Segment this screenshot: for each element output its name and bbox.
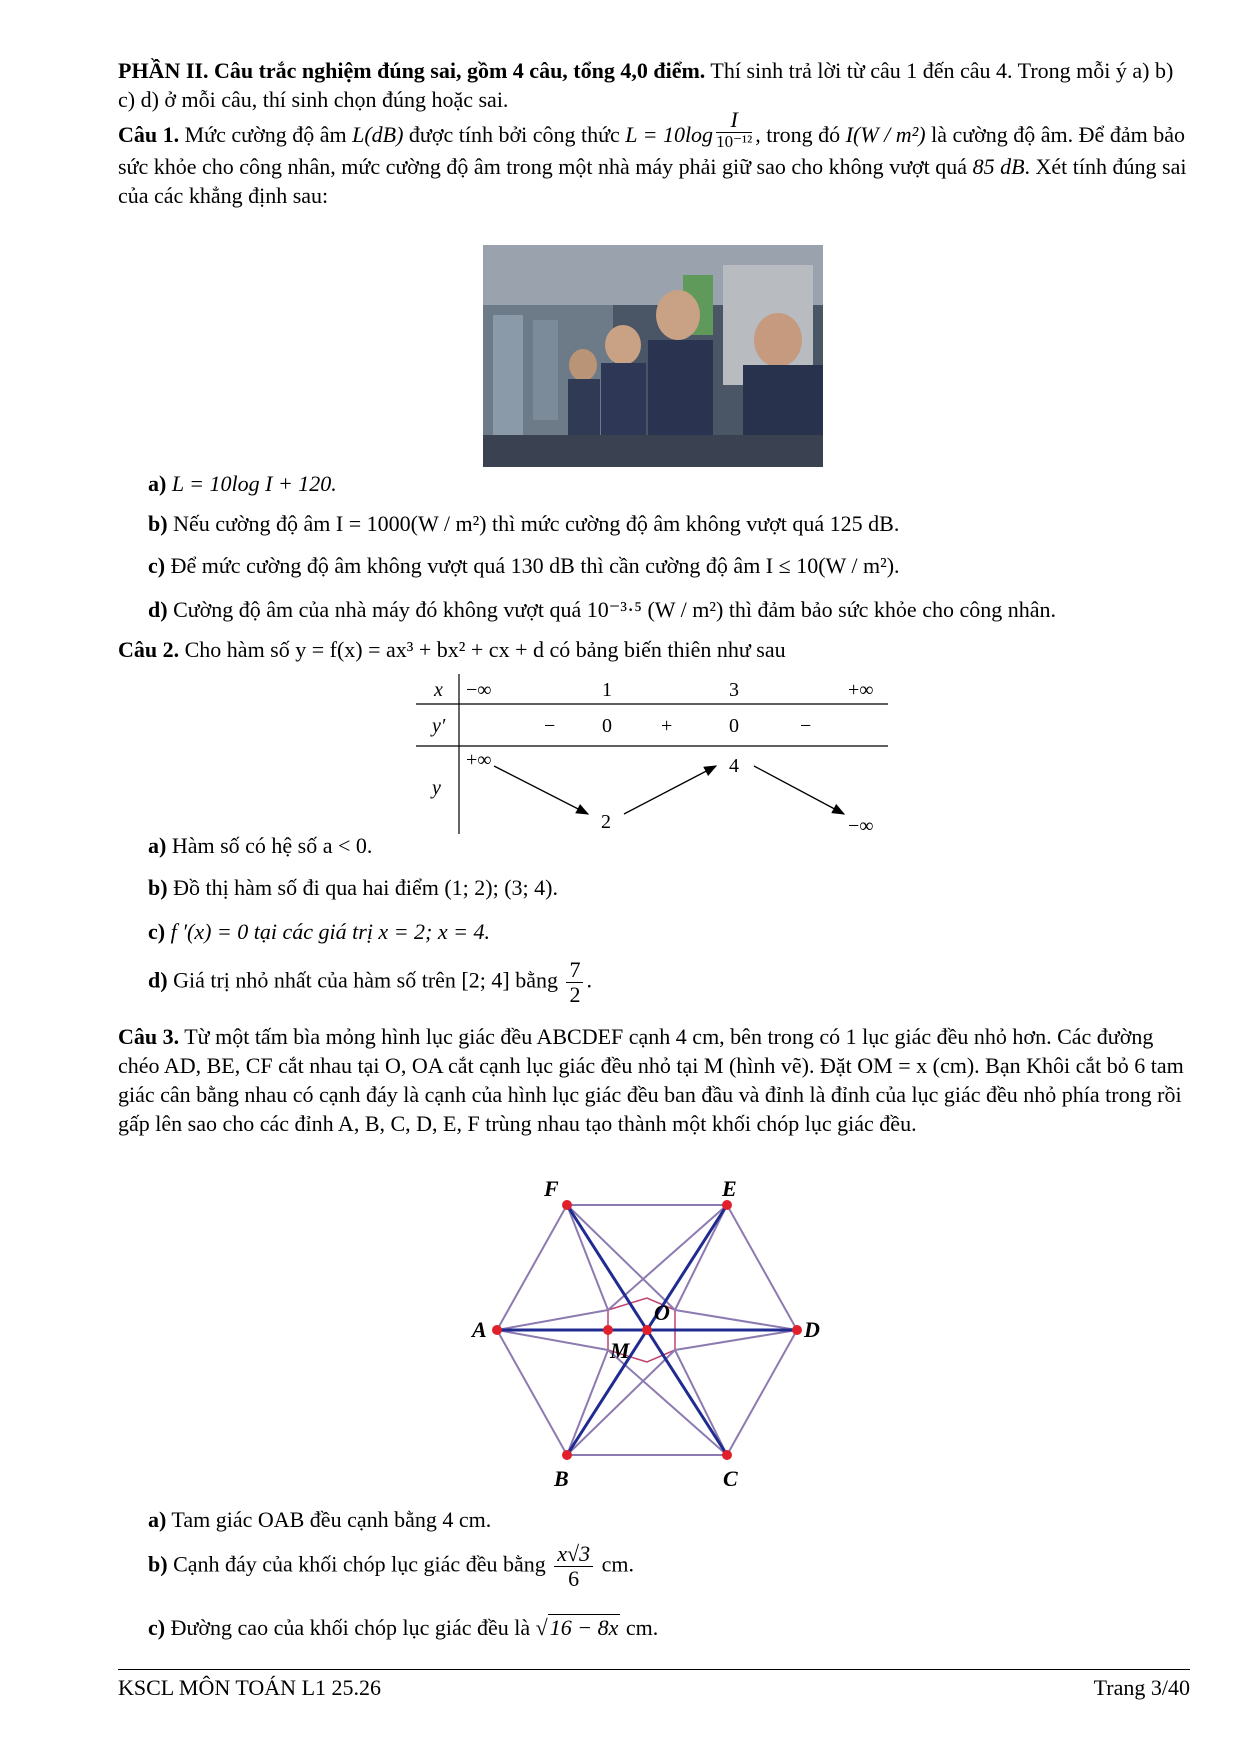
point-F xyxy=(562,1200,572,1210)
vt-yp-4: − xyxy=(800,715,812,737)
vt-y-label: y xyxy=(432,777,441,799)
question-3 xyxy=(118,1022,1190,1138)
label-C: C xyxy=(723,1466,738,1491)
label-E: E xyxy=(722,1180,737,1201)
q1-var: L(dB) xyxy=(352,122,404,147)
vt-y-0: +∞ xyxy=(466,749,492,771)
footer-left: KSCL MÔN TOÁN L1 25.26 xyxy=(118,1675,382,1700)
question-2 xyxy=(118,636,1190,664)
q1-text: , trong đó xyxy=(755,122,846,147)
point-B xyxy=(562,1450,572,1460)
q1-fraction: $\frac{I}{\text{10⁻¹²}}$ xyxy=(716,107,753,152)
part-instruction: Thí sinh trả lời từ câu 1 đến câu 4. Trong mỗi ý a) b) c) d) ở mỗi câu, thí sinh chọn đúng hoặc sai. xyxy=(118,58,1174,112)
q1-option-d: d) Cường độ âm của nhà máy đó không vượt quá 10⁻³·⁵ (W / m²) thì đảm bảo sức khỏe cho công nhân. xyxy=(148,597,1056,622)
point-C xyxy=(722,1450,732,1460)
factory-workers-photo xyxy=(483,245,823,467)
vt-yp-3: 0 xyxy=(729,715,739,737)
q1-label: Câu 1. xyxy=(118,122,180,147)
point-E xyxy=(722,1200,732,1210)
q1-formula: L = 10log xyxy=(625,122,714,147)
q1-option-a: a) L = 10log I + 120. xyxy=(148,471,337,496)
q3-b-fraction: $\frac{x√3}{6}$ xyxy=(554,1542,593,1591)
label-F: F xyxy=(544,1180,559,1201)
q1-limit: 85 dB xyxy=(972,153,1025,179)
q3-label: Câu 3. xyxy=(118,1024,180,1049)
q1-unit: I(W / m²) xyxy=(845,122,926,147)
vt-yp-0: − xyxy=(544,715,556,737)
label-B: B xyxy=(554,1466,569,1491)
q2-d-fraction: $\frac{7}{2}$ xyxy=(566,958,583,1007)
vt-x-0: −∞ xyxy=(466,679,492,701)
q2-option-b: b) Đồ thị hàm số đi qua hai điểm (1; 2); (3; 4). xyxy=(148,875,558,900)
q3-text: Từ một tấm bìa mỏng hình lục giác đều ABCDEF cạnh 4 cm, bên trong có 1 lục giác đều nhỏ hơn. Các đường chéo AD, BE, CF cắt nhau tại O, OA cắt cạnh lục giác đều nhỏ tại M (hình vẽ). Đặt OM = x (cm). Bạn Khôi cắt bỏ 6 tam giác cân bằng nhau có cạnh đáy là cạnh của hình lục giác đều ban đầu và đỉnh là đỉnh của lục giác đều nhỏ phía trong rồi gấp lên sao cho các đỉnh A, B, C, D, E, F trùng nhau tạo thành một khối chóp lục giác đều. xyxy=(118,1024,1184,1136)
part-heading xyxy=(118,56,1190,114)
vt-y-1: 2 xyxy=(601,811,611,833)
page-number: Trang 3/40 xyxy=(1093,1675,1190,1700)
q3-option-a: a) Tam giác OAB đều cạnh bằng 4 cm. xyxy=(148,1507,492,1532)
q3-option-b: b) Cạnh đáy của khối chóp lục giác đều bằng $\frac{x√3}{6}$ cm. xyxy=(148,1541,634,1592)
q2-text: Cho hàm số y = f(x) = ax³ + bx² + cx + d có bảng biến thiên như sau xyxy=(179,637,786,662)
vt-x-3: +∞ xyxy=(848,679,874,701)
point-O xyxy=(642,1325,652,1335)
label-O: O xyxy=(654,1300,670,1325)
vt-yp-1: 0 xyxy=(602,715,612,737)
point-D xyxy=(792,1325,802,1335)
q1-option-b: b) Nếu cường độ âm I = 1000(W / m²) thì mức cường độ âm không vượt quá 125 dB. xyxy=(148,511,900,536)
vt-x-2: 3 xyxy=(729,679,739,701)
vt-x-1: 1 xyxy=(602,679,612,701)
q2-option-d: d) Giá trị nhỏ nhất của hàm số trên [2; 4] bằng $\frac{7}{2}$ . xyxy=(148,957,592,1008)
q2-option-c: c) f ′(x) = 0 tại các giá trị x = 2; x = 4. xyxy=(148,919,490,944)
page-footer xyxy=(118,1675,1190,1701)
label-M: M xyxy=(610,1338,630,1363)
footer-divider xyxy=(118,1669,1190,1670)
q1-text: Mức cường độ âm xyxy=(179,122,353,147)
vt-yp-2: + xyxy=(661,715,673,737)
label-D: D xyxy=(804,1317,820,1342)
q2-label: Câu 2. xyxy=(118,637,180,662)
q1-text: . Xét tính đúng sai của các khẳng định sau: xyxy=(118,153,1187,208)
vt-yp-label: y′ xyxy=(432,715,446,737)
label-A: A xyxy=(472,1317,487,1342)
variation-table xyxy=(416,674,888,834)
vt-y-2: 4 xyxy=(729,755,739,777)
q3-option-c: c) Đường cao của khối chóp lục giác đều là √16 − 8x cm. xyxy=(148,1615,659,1640)
hexagon-figure xyxy=(470,1180,830,1500)
part-title: PHẦN II. Câu trắc nghiệm đúng sai, gồm 4 câu, tổng 4,0 điểm. xyxy=(118,58,706,83)
vt-y-3: −∞ xyxy=(848,815,874,834)
point-M xyxy=(603,1325,613,1335)
q1-option-c: c) Để mức cường độ âm không vượt quá 130 dB thì cần cường độ âm I ≤ 10(W / m²). xyxy=(148,553,900,578)
point-A xyxy=(492,1325,502,1335)
q1-text: là cường độ âm. Để đảm bảo sức khỏe cho công nhân, mức cường độ âm trong một nhà máy phải giữ sao cho không vượt quá xyxy=(118,122,1185,179)
question-1 xyxy=(118,107,1190,210)
q1-text: được tính bởi công thức xyxy=(403,122,626,147)
vt-x-label: x xyxy=(434,679,443,701)
q2-option-a: a) Hàm số có hệ số a < 0. xyxy=(148,833,373,858)
